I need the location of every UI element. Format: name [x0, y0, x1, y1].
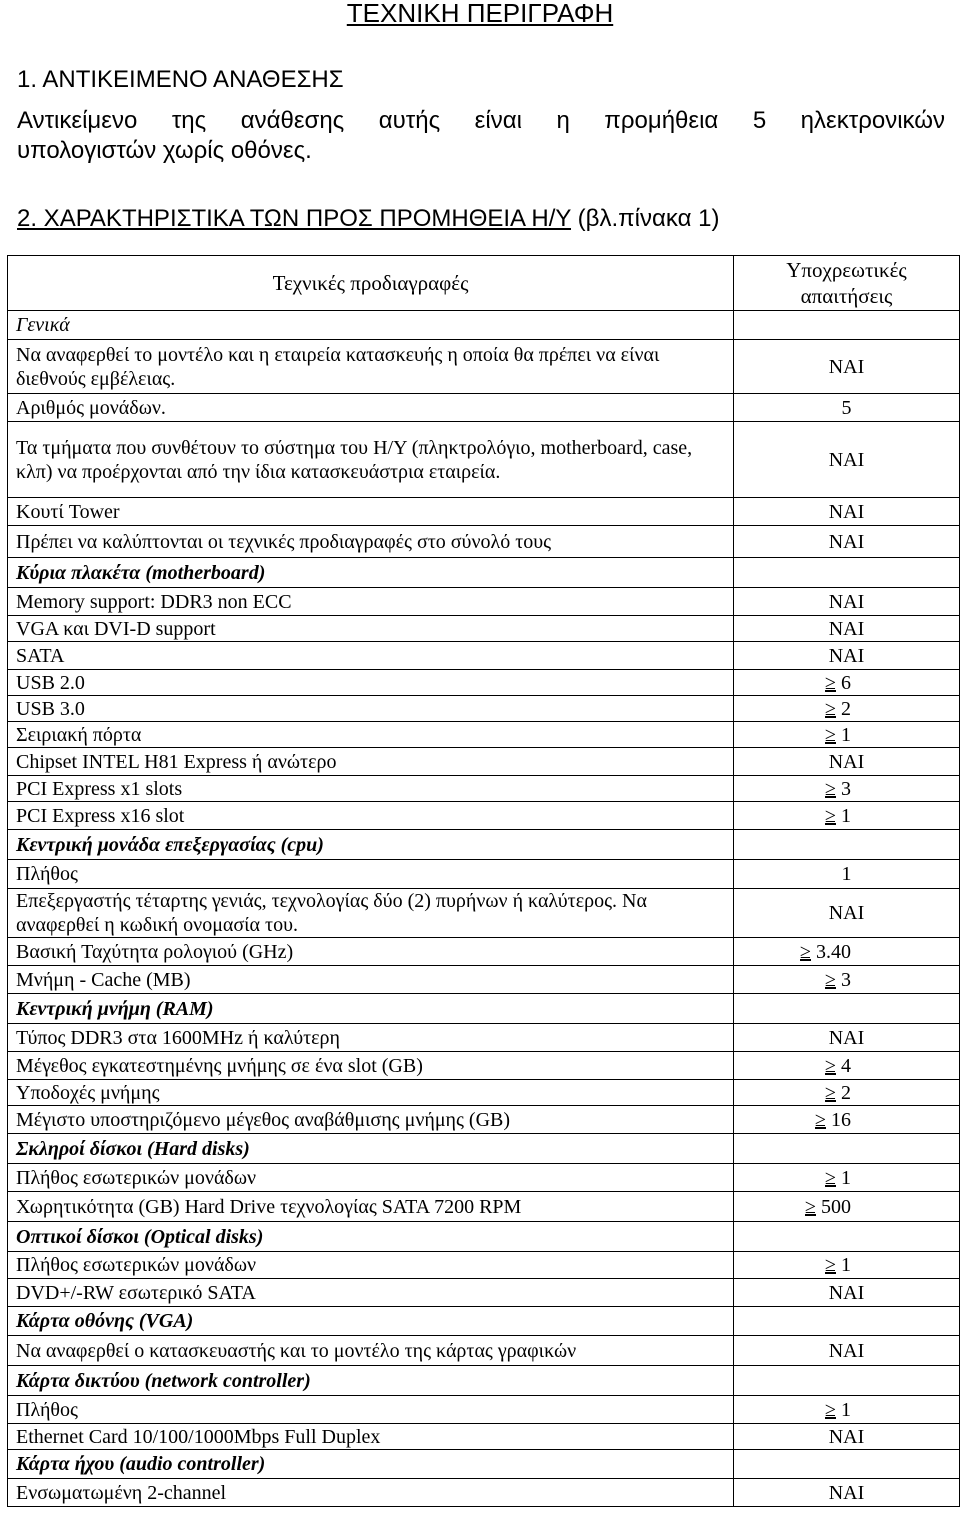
requirement-cell: ΝΑΙ [734, 588, 960, 616]
requirement-cell: ΝΑΙ [734, 1479, 960, 1507]
gte-symbol: ≥ [815, 1108, 826, 1131]
spec-cell: Υποδοχές μνήμης [8, 1080, 734, 1106]
gte-symbol: ≥ [825, 697, 836, 720]
requirement-cell: ΝΑΙ [734, 498, 960, 526]
spec-cell: Μέγιστο υποστηριζόμενο μέγεθος αναβάθμισης μνήμης (GB) [8, 1106, 734, 1134]
spec-cell: Τα τμήματα που συνθέτουν το σύστημα του Η/Υ (πληκτρολόγιο, motherboard, case, κλπ) να προέρχονται από την ίδια κατασκευάστρια εταιρεία. [8, 422, 734, 498]
section-empty-cell [734, 1222, 960, 1252]
table-row [8, 889, 960, 938]
table-row [8, 1279, 960, 1307]
spec-cell: Σειριακή πόρτα [8, 722, 734, 748]
section-empty-cell [734, 1134, 960, 1164]
section-row [8, 994, 960, 1024]
requirement-cell [734, 670, 960, 696]
section-label: Κύρια πλακέτα (motherboard) [8, 558, 734, 588]
spec-cell: USB 3.0 [8, 696, 734, 722]
requirement-cell: ΝΑΙ [734, 1424, 960, 1450]
requirement-cell [734, 722, 960, 748]
gte-symbol: ≥ [825, 804, 836, 827]
spec-cell: PCI Express x16 slot [8, 802, 734, 830]
spec-cell: Μέγεθος εγκατεστημένης μνήμης σε ένα slot (GB) [8, 1052, 734, 1080]
gte-symbol: ≥ [825, 723, 836, 746]
spec-cell: Memory support: DDR3 non ECC [8, 588, 734, 616]
table-row [8, 1024, 960, 1052]
section1-text-line1: Αντικείμενο της ανάθεσης αυτής είναι η προμήθεια 5 ηλεκτρονικών [17, 107, 945, 134]
section-label: Κεντρική μνήμη (RAM) [8, 994, 734, 1024]
requirement-cell [734, 1106, 960, 1134]
requirement-cell [734, 1396, 960, 1424]
general-empty-cell [734, 311, 960, 340]
requirement-cell: ΝΑΙ [734, 616, 960, 642]
section-row [8, 1307, 960, 1336]
general-label: Γενικά [8, 311, 734, 340]
spec-cell: USB 2.0 [8, 670, 734, 696]
gte-symbol: ≥ [825, 1398, 836, 1421]
table-row [8, 748, 960, 776]
section-row [8, 830, 960, 860]
requirement-cell [734, 966, 960, 994]
spec-cell: Ενσωματωμένη 2-channel [8, 1479, 734, 1507]
table-row [8, 1192, 960, 1222]
spec-cell: VGA και DVI-D support [8, 616, 734, 642]
table-row [8, 938, 960, 966]
section-empty-cell [734, 994, 960, 1024]
requirement-cell: ΝΑΙ [734, 748, 960, 776]
requirement-cell [734, 802, 960, 830]
gte-symbol: ≥ [825, 968, 836, 991]
section-label: Οπτικοί δίσκοι (Optical disks) [8, 1222, 734, 1252]
spec-cell: Βασική Ταχύτητα ρολογιού (GHz) [8, 938, 734, 966]
requirement-cell: ΝΑΙ [734, 889, 960, 938]
requirement-value: 4 [836, 1054, 851, 1077]
spec-cell: Χωρητικότητα (GB) Hard Drive τεχνολογίας SATA 7200 RPM [8, 1192, 734, 1222]
table-row [8, 498, 960, 526]
gte-symbol: ≥ [825, 1166, 836, 1189]
section1-text-line2: υπολογιστών χωρίς οθόνες. [17, 137, 312, 164]
header-spec: Τεχνικές προδιαγραφές [8, 256, 734, 311]
requirement-value: 1 [836, 1398, 851, 1421]
requirement-value: 6 [836, 671, 851, 694]
table-row [8, 1396, 960, 1424]
section-label: Κεντρική μονάδα επεξεργασίας (cpu) [8, 830, 734, 860]
gte-symbol: ≥ [800, 940, 811, 963]
requirement-cell: ΝΑΙ [734, 422, 960, 498]
spec-cell: Πλήθος [8, 1396, 734, 1424]
spec-cell: Πλήθος εσωτερικών μονάδων [8, 1164, 734, 1192]
spec-table [7, 255, 960, 1507]
table-row [8, 1052, 960, 1080]
requirement-cell [734, 1252, 960, 1279]
section-row [8, 1134, 960, 1164]
table-row [8, 616, 960, 642]
requirement-cell: ΝΑΙ [734, 526, 960, 558]
table-row [8, 1164, 960, 1192]
requirement-value: 1 [836, 1254, 851, 1276]
spec-cell: DVD+/-RW εσωτερικό SATA [8, 1279, 734, 1307]
table-row [8, 422, 960, 498]
requirement-value: 500 [816, 1195, 851, 1218]
requirement-cell: ΝΑΙ [734, 1336, 960, 1366]
requirement-value: 3 [836, 968, 851, 991]
requirement-value: 1 [836, 723, 851, 746]
table-row [8, 1106, 960, 1134]
section-row [8, 1450, 960, 1479]
spec-table-body [8, 311, 960, 1507]
table-row [8, 340, 960, 394]
gte-symbol: ≥ [825, 1081, 836, 1104]
table-row [8, 1479, 960, 1507]
spec-cell: Πλήθος εσωτερικών μονάδων [8, 1252, 734, 1279]
table-row [8, 802, 960, 830]
spec-cell: Πλήθος [8, 860, 734, 889]
table-row [8, 966, 960, 994]
gte-symbol: ≥ [825, 777, 836, 800]
requirement-cell: 5 [734, 394, 960, 422]
requirement-cell: ΝΑΙ [734, 1024, 960, 1052]
spec-cell: Να αναφερθεί ο κατασκευαστής και το μοντέλο της κάρτας γραφικών [8, 1336, 734, 1366]
requirement-cell [734, 1164, 960, 1192]
requirement-value: 1 [836, 1166, 851, 1189]
gte-symbol: ≥ [825, 1254, 836, 1276]
section-row [8, 1366, 960, 1396]
table-row [8, 588, 960, 616]
gte-symbol: ≥ [825, 671, 836, 694]
requirement-cell: ΝΑΙ [734, 1279, 960, 1307]
section-empty-cell [734, 830, 960, 860]
spec-cell: Να αναφερθεί το μοντέλο και η εταιρεία κατασκευής η οποία θα πρέπει να είναι διεθνούς εμβέλειας. [8, 340, 734, 394]
spec-cell: Πρέπει να καλύπτονται οι τεχνικές προδιαγραφές στο σύνολό τους [8, 526, 734, 558]
table-row [8, 722, 960, 748]
table-row [8, 394, 960, 422]
spec-cell: SATA [8, 642, 734, 670]
document-title-text: ΤΕΧΝΙΚΗ ΠΕΡΙΓΡΑΦΗ [346, 0, 614, 28]
requirement-value: 1 [836, 804, 851, 827]
gte-symbol: ≥ [805, 1195, 816, 1218]
section-empty-cell [734, 558, 960, 588]
spec-cell: Κουτί Tower [8, 498, 734, 526]
section-empty-cell [734, 1307, 960, 1336]
table-row [8, 860, 960, 889]
section2-heading-main: 2. ΧΑΡΑΚΤΗΡΙΣΤΙΚΑ ΤΩΝ ΠΡΟΣ ΠΡΟΜΗΘΕΙΑ Η/Υ [17, 205, 571, 232]
spec-cell: PCI Express x1 slots [8, 776, 734, 802]
section-label: Σκληροί δίσκοι (Hard disks) [8, 1134, 734, 1164]
requirement-value: 16 [826, 1108, 851, 1131]
spec-cell: Ethernet Card 10/100/1000Mbps Full Duplex [8, 1424, 734, 1450]
document-title [0, 0, 960, 29]
table-row [8, 1424, 960, 1450]
section-empty-cell [734, 1366, 960, 1396]
table-row [8, 642, 960, 670]
table-row [8, 670, 960, 696]
section-label: Κάρτα δικτύου (network controller) [8, 1366, 734, 1396]
spec-cell: Μνήμη - Cache (MB) [8, 966, 734, 994]
requirement-cell [734, 776, 960, 802]
table-row [8, 526, 960, 558]
section-row [8, 558, 960, 588]
section-empty-cell [734, 1450, 960, 1479]
requirement-value: 2 [836, 697, 851, 720]
section-row [8, 1222, 960, 1252]
table-row [8, 1336, 960, 1366]
spec-cell: Αριθμός μονάδων. [8, 394, 734, 422]
requirement-cell [734, 696, 960, 722]
requirement-cell: 1 [734, 860, 960, 889]
requirement-value: 2 [836, 1081, 851, 1104]
table-row [8, 776, 960, 802]
table-row [8, 1080, 960, 1106]
requirement-cell [734, 1052, 960, 1080]
section2-heading [17, 205, 719, 233]
gte-symbol: ≥ [825, 1054, 836, 1077]
table-row [8, 1252, 960, 1279]
section-label: Κάρτα οθόνης (VGA) [8, 1307, 734, 1336]
requirement-cell [734, 1192, 960, 1222]
section1-heading: 1. ΑΝΤΙΚΕΙΜΕΝΟ ΑΝΑΘΕΣΗΣ [17, 66, 344, 93]
requirement-cell [734, 938, 960, 966]
header-req: Υποχρεωτικές απαιτήσεις [734, 256, 960, 311]
section-label: Κάρτα ήχου (audio controller) [8, 1450, 734, 1479]
spec-cell: Chipset INTEL H81 Express ή ανώτερο [8, 748, 734, 776]
requirement-cell [734, 1080, 960, 1106]
requirement-value: 3.40 [811, 940, 851, 963]
requirement-cell: ΝΑΙ [734, 642, 960, 670]
spec-cell: Τύπος DDR3 στα 1600MHz ή καλύτερη [8, 1024, 734, 1052]
spec-cell: Επεξεργαστής τέταρτης γενιάς, τεχνολογίας δύο (2) πυρήνων ή καλύτερος. Να αναφερθεί η κωδική ονομασία του. [8, 889, 734, 938]
table-row [8, 696, 960, 722]
requirement-cell: ΝΑΙ [734, 340, 960, 394]
section2-heading-ref: (βλ.πίνακα 1) [570, 205, 720, 232]
requirement-value: 3 [836, 777, 851, 800]
